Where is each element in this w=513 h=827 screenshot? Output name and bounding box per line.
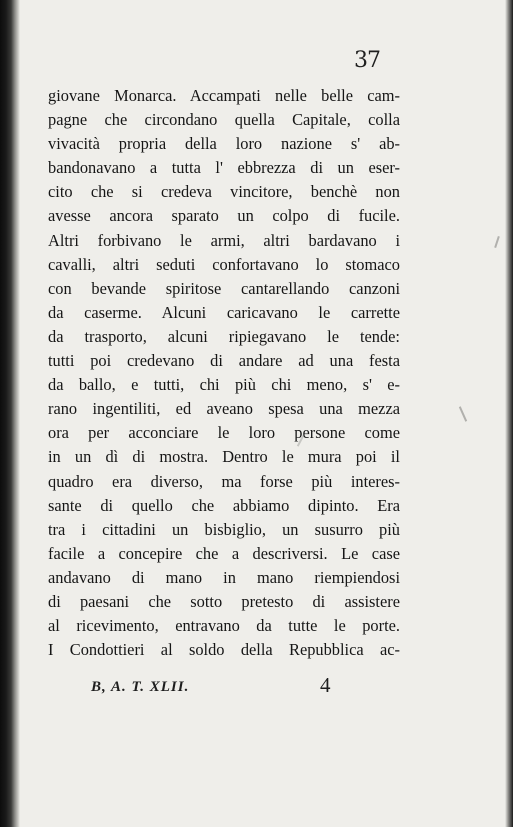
- page-edge-shadow: [505, 0, 513, 827]
- binding-shadow: [0, 0, 20, 827]
- text-line: con bevande spiritose cantarellando canzoni: [48, 278, 400, 298]
- paper-blemish: [494, 236, 500, 248]
- text-line: I Condottieri al soldo della Repubblica ac-: [48, 640, 400, 660]
- text-line: al ricevimento, entravano da tutte le porte.: [48, 616, 400, 636]
- text-line: cito che si credeva vincitore, benchè non: [48, 182, 400, 202]
- text-line: Altri forbivano le armi, altri bardavano i: [48, 230, 400, 250]
- text-line: in un dì di mostra. Dentro le mura poi il: [48, 447, 400, 467]
- text-line: tra i cittadini un bisbiglio, un susurro più: [48, 519, 400, 539]
- page-footer: [91, 675, 371, 701]
- body-text: [48, 84, 400, 662]
- gathering-number: 4: [320, 673, 331, 697]
- text-line: andavano di mano in mano riempiendosi: [48, 567, 400, 587]
- text-line: da trasporto, alcuni ripiegavano le tende:: [48, 326, 400, 346]
- text-line: rano ingentiliti, ed aveano spesa una mezza: [48, 399, 400, 419]
- text-line: da caserme. Alcuni caricavano le carrette: [48, 302, 400, 322]
- text-line: giovane Monarca. Accampati nelle belle cam-: [48, 86, 400, 105]
- text-line: quadro era diverso, ma forse più interes-: [48, 471, 400, 491]
- paper-blemish: [459, 406, 467, 421]
- text-line: vivacità propria della loro nazione s' ab-: [48, 134, 400, 154]
- page-number: 37: [354, 48, 380, 73]
- text-line: avesse ancora sparato un colpo di fucile.: [48, 206, 400, 226]
- text-line: tutti poi credevano di andare ad una festa: [48, 351, 400, 371]
- text-line: bandonavano a tutta l' ebbrezza di un eser-: [48, 158, 400, 178]
- printer-signature: B, A. T. XLII.: [91, 679, 190, 695]
- text-line: cavalli, altri seduti confortavano lo stomaco: [48, 254, 400, 274]
- text-line: da ballo, e tutti, chi più chi meno, s' e-: [48, 375, 400, 395]
- text-line: sante di quello che abbiamo dipinto. Era: [48, 495, 400, 515]
- text-line: pagne che circondano quella Capitale, colla: [48, 110, 400, 130]
- text-line: di paesani che sotto pretesto di assistere: [48, 591, 400, 611]
- text-line: facile a concepire che a descriversi. Le case: [48, 543, 400, 563]
- text-line: ora per acconciare le loro persone come: [48, 423, 400, 443]
